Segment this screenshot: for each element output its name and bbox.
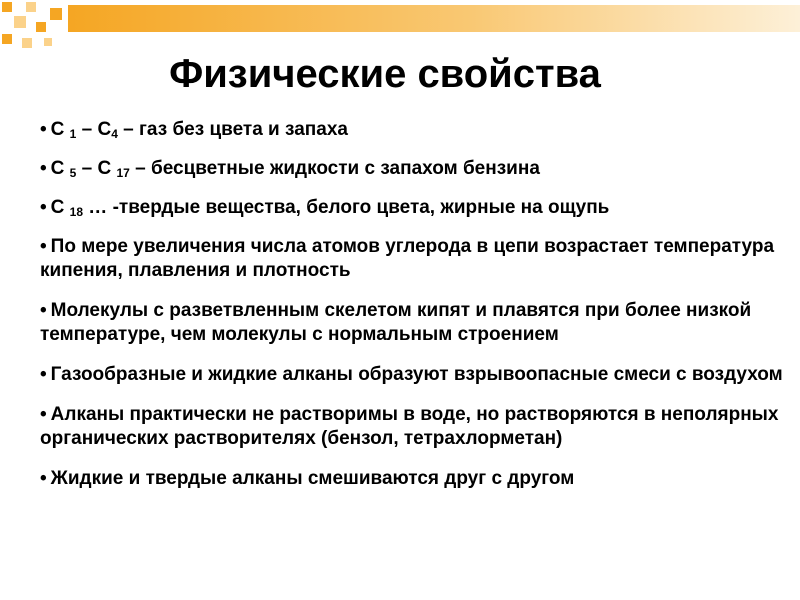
bullet-dot: • xyxy=(40,468,47,489)
bullet-dot: • xyxy=(40,364,47,385)
bullet-dot: • xyxy=(40,119,47,140)
deco-square xyxy=(14,16,26,28)
bullet-dot: • xyxy=(40,236,47,257)
bullet-list xyxy=(40,118,785,507)
bullet-dot: • xyxy=(40,197,47,218)
bullet-text: Алканы практически не растворимы в воде, но растворяются в неполярных органических растворителях (бензол, тетрахлорметан) xyxy=(40,404,779,449)
deco-square xyxy=(2,2,12,12)
formula-prefix: С xyxy=(50,119,70,140)
deco-square xyxy=(36,22,46,32)
bullet-text: Жидкие и твердые алканы смешиваются друг с другом xyxy=(50,468,575,489)
bullet-text: … -твердые вещества, белого цвета, жирные на ощупь xyxy=(83,197,610,218)
bullet-dot: • xyxy=(40,404,47,425)
bullet-item xyxy=(40,299,785,347)
bullet-item xyxy=(40,118,785,146)
bullet-dot: • xyxy=(40,158,47,179)
formula-mid: – С xyxy=(76,119,112,140)
bullet-item xyxy=(40,363,785,387)
subscript: 5 xyxy=(69,166,77,180)
bullet-text: Молекулы с разветвленным скелетом кипят и плавятся при более низкой температуре, чем молекулы с нормальным строением xyxy=(40,300,752,345)
deco-square xyxy=(2,34,12,44)
subscript: 18 xyxy=(69,205,84,219)
deco-square xyxy=(22,38,32,48)
bullet-item xyxy=(40,235,785,283)
deco-square xyxy=(50,8,62,20)
formula-mid: – С xyxy=(76,158,117,179)
subscript: 1 xyxy=(69,127,77,141)
subscript: 4 xyxy=(111,127,118,141)
bullet-item xyxy=(40,403,785,451)
bullet-text: – бесцветные жидкости с запахом бензина xyxy=(129,158,540,179)
bullet-item xyxy=(40,467,785,491)
formula-prefix: С xyxy=(50,197,70,218)
bullet-text: – газ без цвета и запаха xyxy=(117,119,348,140)
bullet-text: Газообразные и жидкие алканы образуют взрывоопасные смеси с воздухом xyxy=(50,364,783,385)
bullet-item xyxy=(40,157,785,185)
bullet-text: По мере увеличения числа атомов углерода в цепи возрастает температура кипения, плавления и плотность xyxy=(40,236,775,281)
deco-square xyxy=(44,38,52,46)
bullet-dot: • xyxy=(40,300,47,321)
formula-prefix: С xyxy=(50,158,70,179)
bullet-item xyxy=(40,196,785,224)
subscript: 17 xyxy=(116,166,130,180)
slide-title: Физические свойства xyxy=(169,52,601,96)
top-gradient-band xyxy=(68,5,800,32)
deco-square xyxy=(26,2,36,12)
